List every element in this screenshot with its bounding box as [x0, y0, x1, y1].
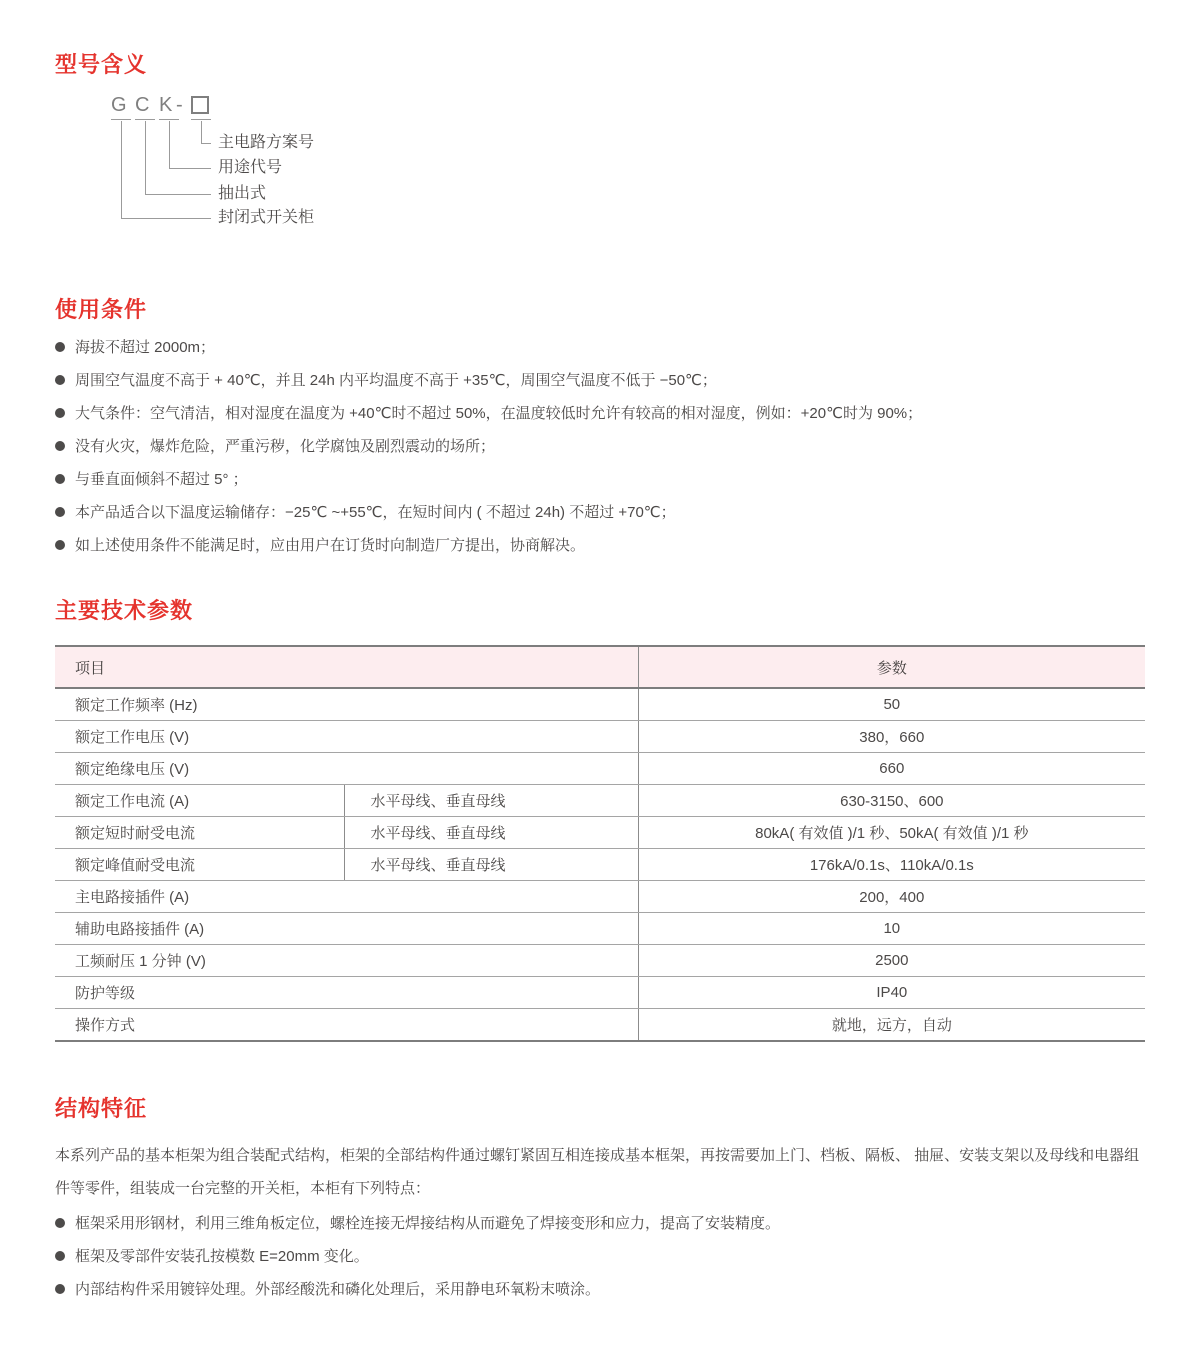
- cell-sub: 水平母线、垂直母线: [345, 849, 638, 881]
- cell-item: 额定短时耐受电流: [55, 817, 345, 849]
- section-structure: [55, 1094, 1145, 1300]
- cell-item: 额定工作电流 (A): [55, 785, 345, 817]
- table-row: [55, 977, 1145, 1009]
- code-letter-underline: [111, 119, 131, 120]
- cell-item: 防护等级: [55, 977, 638, 1009]
- condition-item-text: 周围空气温度不高于 + 40℃，并且 24h 内平均温度不高于 +35℃，周围空气温度不低于 −50℃；: [75, 372, 717, 389]
- table-row: [55, 721, 1145, 753]
- condition-item: [55, 502, 1145, 523]
- page-root: [0, 50, 1200, 1369]
- bullet-icon: [55, 540, 65, 550]
- table-header-row: [55, 646, 1145, 688]
- condition-item: [55, 370, 1145, 391]
- conditions-title: 使用条件: [55, 297, 148, 322]
- table-row: [55, 688, 1145, 721]
- cell-value: 630-3150、600: [638, 785, 1145, 817]
- code-letter-underline: [159, 119, 179, 120]
- bullet-icon: [55, 1218, 65, 1228]
- condition-item: [55, 535, 1145, 556]
- cell-value: 380，660: [638, 721, 1145, 753]
- table-row: [55, 849, 1145, 881]
- table-row: [55, 817, 1145, 849]
- cell-value: 2500: [638, 945, 1145, 977]
- cell-value: 50: [638, 688, 1145, 721]
- code-letter: G: [111, 94, 127, 116]
- code-letter: -: [176, 94, 183, 116]
- bullet-icon: [55, 474, 65, 484]
- feature-item: [55, 1246, 1145, 1267]
- cell-item: 额定工作电压 (V): [55, 721, 638, 753]
- cell-sub: 水平母线、垂直母线: [345, 785, 638, 817]
- cell-value: IP40: [638, 977, 1145, 1009]
- diagram-label: 用途代号: [218, 159, 283, 176]
- diagram-label: 封闭式开关柜: [218, 209, 315, 226]
- bullet-icon: [55, 1284, 65, 1294]
- cell-value: 10: [638, 913, 1145, 945]
- table-header-param: 参数: [638, 646, 1145, 688]
- feature-list: [55, 1213, 1145, 1300]
- parameters-table: [55, 645, 1145, 1042]
- feature-item-text: 内部结构件采用镀锌处理。外部经酸洗和磷化处理后，采用静电环氧粉末喷涂。: [75, 1281, 601, 1298]
- section-model: [55, 50, 1145, 247]
- bullet-icon: [55, 408, 65, 418]
- section-parameters: [55, 596, 1145, 1042]
- table-row: [55, 881, 1145, 913]
- structure-title: 结构特征: [55, 1096, 148, 1121]
- parameters-title: 主要技术参数: [55, 598, 194, 623]
- code-letter-underline: [135, 119, 155, 120]
- cell-sub: 水平母线、垂直母线: [345, 817, 638, 849]
- cell-value: 200，400: [638, 881, 1145, 913]
- condition-item: [55, 436, 1145, 457]
- model-placeholder-box-icon: [191, 96, 209, 114]
- table-row: [55, 913, 1145, 945]
- condition-item-text: 大气条件：空气清洁，相对湿度在温度为 +40℃时不超过 50%，在温度较低时允许有较高的相对湿度，例如：+20℃时为 90%；: [75, 405, 923, 422]
- table-row: [55, 945, 1145, 977]
- model-diagram: [55, 92, 1145, 247]
- cell-item: 工频耐压 1 分钟 (V): [55, 945, 638, 977]
- feature-item: [55, 1279, 1145, 1300]
- cell-item: 主电路接插件 (A): [55, 881, 638, 913]
- code-letter: K: [159, 94, 173, 116]
- cell-item: 操作方式: [75, 1017, 136, 1034]
- table-header-item: 项目: [55, 646, 638, 688]
- feature-item-text: 框架及零部件安装孔按模数 E=20mm 变化。: [75, 1248, 369, 1265]
- conditions-list: [55, 337, 1145, 556]
- condition-item: [55, 469, 1145, 490]
- cell-value: 660: [638, 753, 1145, 785]
- connector-line: [121, 121, 211, 219]
- condition-item-text: 本产品适合以下温度运输储存：−25℃ ~+55℃，在短时间内 ( 不超过 24h) 不超过 +70℃；: [75, 504, 676, 521]
- structure-intro: 本系列产品的基本柜架为组合装配式结构，柜架的全部结构件通过螺钉紧固互相连接成基本框架，再按需要加上门、档板、隔板、 抽屉、安装支架以及母线和电器组件等零件，组装成一台完整的开关柜，本柜有下列特点：: [55, 1147, 1140, 1197]
- condition-item: [55, 337, 1145, 358]
- cell-value: 就地，远方，自动: [638, 1009, 1145, 1042]
- condition-item-text: 与垂直面倾斜不超过 5° ；: [75, 471, 248, 488]
- code-letter: C: [135, 94, 150, 116]
- code-letter-underline: [191, 119, 211, 120]
- cell-item: 额定绝缘电压 (V): [55, 753, 638, 785]
- condition-item-text: 海拔不超过 2000m；: [75, 339, 216, 356]
- table-row: [55, 785, 1145, 817]
- model-title: 型号含义: [55, 52, 148, 77]
- condition-item-text: 如上述使用条件不能满足时，应由用户在订货时向制造厂方提出，协商解决。: [75, 537, 586, 554]
- cell-item: 额定峰值耐受电流: [55, 849, 345, 881]
- diagram-label: 抽出式: [218, 185, 267, 202]
- bullet-icon: [55, 441, 65, 451]
- feature-item-text: 框架采用形钢材，利用三维角板定位，螺栓连接无焊接结构从而避免了焊接变形和应力，提高了安装精度。: [75, 1215, 781, 1232]
- diagram-label: 主电路方案号: [218, 134, 315, 151]
- bullet-icon: [55, 375, 65, 385]
- condition-item: [55, 403, 1145, 424]
- condition-item-text: 没有火灾，爆炸危险，严重污秽，化学腐蚀及剧烈震动的场所；: [75, 438, 496, 455]
- cell-value: 176kA/0.1s、110kA/0.1s: [638, 849, 1145, 881]
- cell-item: 辅助电路接插件 (A): [55, 913, 638, 945]
- table-row: [55, 1009, 1145, 1042]
- bullet-icon: [55, 1251, 65, 1261]
- cell-item: 额定工作频率 (Hz): [55, 688, 638, 721]
- cell-value: 80kA( 有效值 )/1 秒、50kA( 有效值 )/1 秒: [638, 817, 1145, 849]
- bullet-icon: [55, 342, 65, 352]
- section-conditions: [55, 295, 1145, 556]
- bullet-icon: [55, 507, 65, 517]
- table-row: [55, 753, 1145, 785]
- feature-item: [55, 1213, 1145, 1234]
